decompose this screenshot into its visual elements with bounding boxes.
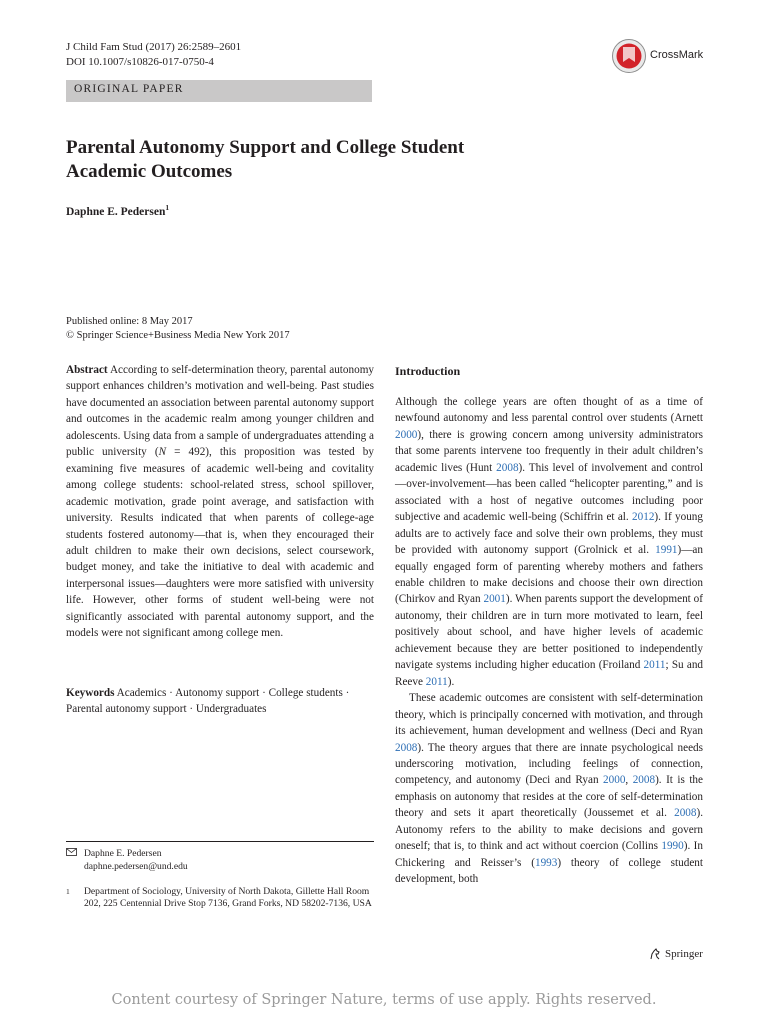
doi-line[interactable]: DOI 10.1007/s10826-017-0750-4 [66,56,214,68]
crossmark-label[interactable]: CrossMark [650,49,704,61]
contact-email[interactable]: daphne.pedersen@und.edu [84,860,188,872]
journal-citation [66,40,241,70]
introduction-heading: Introduction [395,364,461,378]
citation-link[interactable]: 1991 [655,544,678,557]
contact-row [66,848,374,874]
citation-link[interactable]: 2001 [483,593,506,606]
paragraph-text: )—an equally engaged form of parenting whereby mothers and fathers enable children to make decisions and choose their own direction (Chirkov and Ryan [395,544,703,606]
affiliation-mark: 1 [66,886,70,896]
keywords [66,685,374,718]
contact-name: Daphne E. Pedersen [84,848,162,859]
abstract-n-symbol: N [158,446,167,459]
paragraph-text: ), there is growing concern among university administrators that some parents intervene too frequently in their adult children’s academic lives (Hunt [395,428,703,474]
title-line-2: Academic Outcomes [66,161,233,182]
author-name[interactable]: Daphne E. Pedersen [66,205,166,218]
journal-line: J Child Fam Stud (2017) 26:2589–2601 [66,41,242,53]
affiliation-row [66,886,374,912]
article-title [66,136,526,184]
citation-link[interactable]: 2011 [643,659,666,672]
keywords-label: Keywords [66,687,115,699]
abstract-text-a: According to self-determination theory, parental autonomy support enhances children’s motivation and well-being. Past studies have documented an association between parental autonomy support and outcomes in the academic realm among younger children and adolescents. Using data from a sample of undergraduates attending a public university ( [66,364,374,459]
footnote-divider [66,841,374,842]
springer-horse-icon [648,947,662,961]
introduction-body [395,394,703,888]
published-date: Published online: 8 May 2017 [66,316,193,327]
citation-link[interactable]: 1990 [661,840,684,853]
copyright-line: © Springer Science+Business Media New York 2017 [66,330,290,341]
footnote [66,848,374,911]
title-line-1: Parental Autonomy Support and College Student [66,137,465,158]
citation-link[interactable]: 2012 [632,511,655,524]
paragraph-text: Although the college years are often thought of as a time of newfound autonomy and less parental control over students (Arnett [395,396,703,425]
author-affiliation-mark: 1 [165,203,170,212]
citation-link[interactable]: 2011 [425,675,448,688]
citation-link[interactable]: 2000 [603,774,626,787]
citation-link[interactable]: 2008 [496,461,519,474]
article-type-label: ORIGINAL PAPER [74,83,184,95]
citation-link[interactable]: 2008 [632,774,656,787]
citation-link[interactable]: 2008 [674,807,697,820]
paragraph-text: ). In Chickering and Reisser’s ( [395,840,704,869]
paragraph-text: ). It is the emphasis on autonomy that resides at the core of self-determination theory and sets it apart theoretically (Joussemet et al. [395,774,703,820]
citation-link[interactable]: 1993 [534,856,558,869]
author-line [66,203,169,218]
paragraph-text: ). The theory argues that there are innate psychological needs underscoring motivation, including feelings of connection, competency, and autonomy (Deci and Ryan [395,741,703,787]
introduction-paragraph-2 [395,690,703,887]
keywords-text: Academics · Autonomy support · College students · Parental autonomy support · Undergraduates [66,687,350,716]
paragraph-text: ; Su and Reeve [395,659,704,688]
paragraph-text: ) theory of college student development, both [395,856,703,886]
abstract [66,362,374,642]
publication-info [66,315,290,343]
paragraph-text: ). Autonomy refers to the ability to make decisions and govern oneself; that is, to think and act without coercion (Collins [395,807,703,853]
publisher-name: Springer [665,948,703,960]
paragraph-text: , [625,774,633,787]
paragraph-text: ). If young adults are to actively face and solve their own problems, they must be provided with autonomy support (Grolnick et al. [395,511,703,557]
citation-link[interactable]: 2000 [395,428,418,441]
paragraph-text: These academic outcomes are consistent with self-determination theory, which is principally concerned with motivation, and through its achievement, human development and wellness (Deci and Ryan [395,692,703,738]
publisher-logo [648,947,703,961]
paragraph-text: ). [447,675,455,688]
abstract-label: Abstract [66,364,108,376]
affiliation-text: Department of Sociology, University of North Dakota, Gillette Hall Room 202, 225 Centennial Drive Stop 7136, Grand Forks, ND 58202-7136, USA [84,885,372,910]
paragraph-text: ). When parents support the development of autonomy, their children are in turn more motivated to learn, feel positively about school, and have higher levels of academic achievement because they are better positioned to independently navigate systems including higher education (Froiland [395,593,704,672]
abstract-text-b: = 492), this proposition was tested by examining five measures of academic well-being and covitality among college students: school-related stress, school spillover, academic motivation, grade point average, and satisfaction with university. Results indicated that when parents of college-age students fostered autonomy—that is, when they encouraged their adult children to make their own decisions, select coursework, budget money, and take the initiative to deal with academic and interpersonal issues—daughters were more satisfied with university life. However, other forms of student well-being were not significantly associated with parental autonomy support, and the models were not significant among college men. [66,446,374,640]
introduction-paragraph-1 [395,394,703,690]
envelope-icon [66,848,84,874]
courtesy-notice: Content courtesy of Springer Nature, terms of use apply. Rights reserved. [111,992,657,1008]
citation-link[interactable]: 2008 [395,741,418,754]
paragraph-text: ). This level of involvement and control—over-involvement—has been called “helicopter parenting,” and is associated with a host of negative outcomes including poor subjective and academic well-being (Schiffrin et al. [395,461,703,524]
